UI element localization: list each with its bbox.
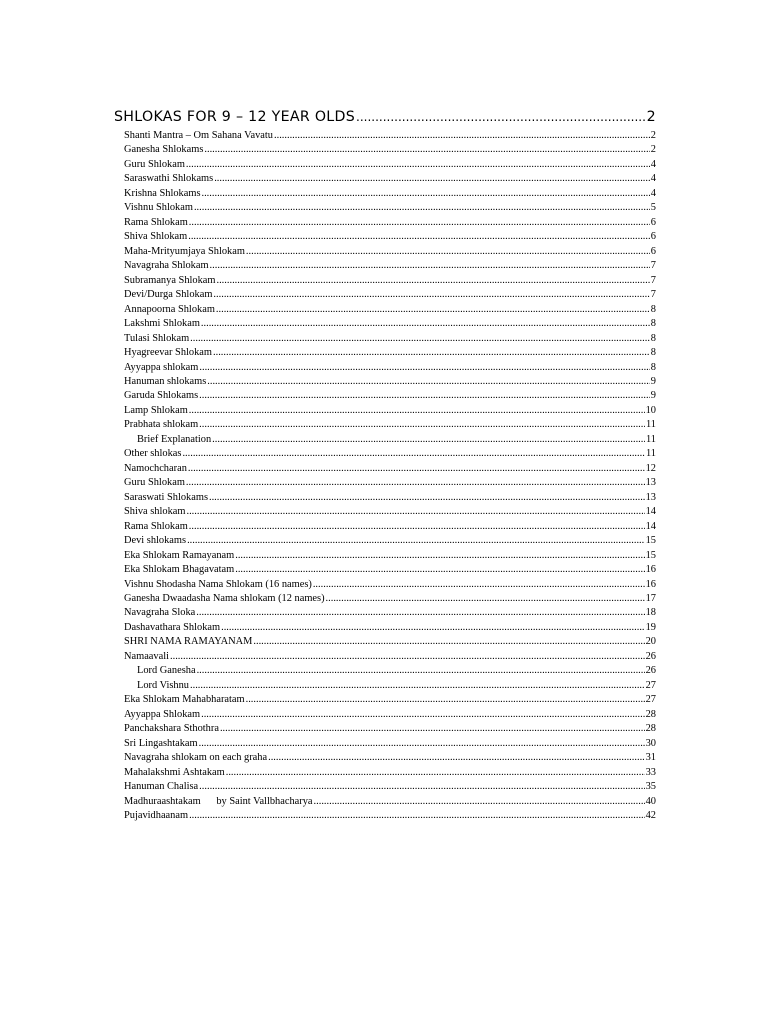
toc-entry-page-number: 6 (650, 231, 656, 243)
toc-entry-title: Mahalakshmi Ashtakam (124, 766, 225, 778)
toc-entry[interactable] (114, 230, 656, 244)
toc-entry-page-number: 7 (650, 274, 656, 286)
toc-entry-page-number: 14 (645, 520, 656, 532)
toc-entry-page-number: 4 (650, 173, 656, 185)
toc-entry[interactable] (114, 259, 656, 273)
toc-entry-title: Pujavidhaanam (124, 810, 189, 822)
toc-entry-title: Tulasi Shlokam (124, 332, 190, 344)
dot-leader (199, 780, 644, 794)
toc-entry-title: Navagraha shlokam on each graha (124, 752, 268, 764)
toc-entry-page-number: 10 (645, 404, 656, 416)
toc-entry[interactable] (114, 361, 656, 375)
toc-entry-title: Vishnu Shlokam (124, 202, 193, 214)
dot-leader (216, 274, 649, 288)
dot-leader (189, 216, 650, 230)
toc-entry-page-number: 4 (650, 187, 656, 199)
dot-leader (188, 462, 645, 476)
toc-entry-title: Ayyappa shlokam (124, 361, 199, 373)
toc-entry-title: Hanuman shlokams (124, 375, 207, 387)
toc-entry-page-number: 28 (645, 723, 656, 735)
dot-leader (190, 679, 645, 693)
dot-leader (201, 187, 649, 201)
toc-entry[interactable] (114, 606, 656, 620)
toc-entry[interactable] (114, 418, 656, 432)
dot-leader (199, 737, 645, 751)
toc-entry[interactable] (114, 795, 656, 809)
toc-entry-title: Brief Explanation (137, 433, 212, 445)
toc-entry-page-number: 12 (645, 462, 656, 474)
toc-entry-page-number: 26 (645, 650, 656, 662)
toc-entry-page-number: 17 (645, 593, 656, 604)
toc-entry-title: Panchakshara Sthothra (124, 723, 219, 735)
toc-entry-title: Hanuman Chalisa (124, 781, 199, 793)
toc-entry-title: Saraswati Shlokams (124, 491, 208, 503)
toc-main-title: SHLOKAS FOR 9 – 12 YEAR OLDS (114, 109, 356, 125)
toc-entry-page-number: 8 (650, 347, 656, 359)
toc-entry-title: Saraswathi Shlokams (124, 173, 214, 185)
toc-entry[interactable] (114, 143, 656, 157)
dot-leader (314, 795, 645, 809)
dot-leader (216, 303, 650, 317)
dot-leader (182, 447, 645, 461)
toc-entry[interactable] (114, 245, 656, 259)
toc-entry-page-number: 13 (645, 477, 656, 489)
toc-entry-page-number: 8 (650, 361, 656, 373)
toc-entry[interactable] (114, 563, 656, 577)
dot-leader (210, 259, 650, 273)
toc-entry-title: SHRI NAMA RAMAYANAM (124, 636, 253, 648)
toc-entry-page-number: 2 (650, 144, 656, 156)
toc-entry[interactable] (114, 332, 656, 346)
dot-leader (186, 476, 645, 490)
dot-leader (213, 288, 649, 302)
toc-entry-title: Eka Shlokam Ramayanam (124, 549, 235, 561)
toc-entry-page-number: 42 (645, 810, 656, 822)
toc-entry[interactable] (114, 766, 656, 780)
toc-entry-page-number: 4 (650, 158, 656, 170)
toc-entry[interactable] (114, 462, 656, 476)
toc-entry-page-number: 8 (650, 318, 656, 330)
dot-leader (313, 578, 645, 592)
toc-entry-title: Guru Shlokam (124, 477, 185, 489)
toc-entry-title: Lamp Shlokam (124, 404, 188, 416)
toc-entry-title: Ayyappa Shlokam (124, 708, 201, 720)
toc-entry-title: Namaavali (124, 650, 170, 662)
toc-entry-title: Namochcharan (124, 462, 187, 474)
toc-entry[interactable] (114, 172, 656, 186)
toc-entry[interactable] (114, 621, 656, 635)
dot-leader (201, 708, 645, 722)
dot-leader (213, 346, 650, 360)
toc-entry-page-number: 2 (650, 130, 656, 141)
dot-leader (199, 418, 645, 432)
toc-entry-page-number: 6 (650, 245, 656, 257)
dot-leader (356, 110, 646, 124)
toc-entry-title: Garuda Shlokams (124, 390, 199, 402)
dot-leader (186, 505, 644, 519)
toc-entry-title: Guru Shlokam (124, 158, 185, 170)
toc-entry[interactable] (114, 693, 656, 707)
dot-leader (220, 722, 645, 736)
toc-entry-page-number: 9 (650, 390, 656, 402)
toc-entry-page-number: 27 (645, 679, 656, 691)
toc-entry-page-number: 8 (650, 303, 656, 315)
table-of-contents (114, 109, 656, 824)
toc-entry-page-number: 20 (645, 636, 656, 648)
toc-entry-title: Lakshmi Shlokam (124, 318, 200, 330)
toc-entry-page-number: 11 (645, 433, 656, 445)
toc-entry-page-number: 13 (645, 491, 656, 503)
toc-entry[interactable] (114, 317, 656, 331)
toc-entry[interactable] (114, 780, 656, 794)
toc-entry[interactable] (114, 389, 656, 403)
dot-leader (204, 143, 649, 157)
toc-entry-page-number: 33 (645, 766, 656, 778)
toc-entry-title: Devi/Durga Shlokam (124, 289, 213, 301)
toc-entry-title: Subramanya Shlokam (124, 274, 216, 286)
toc-entry[interactable] (114, 635, 656, 649)
dot-leader (189, 404, 645, 418)
dot-leader (235, 563, 644, 577)
toc-entry-title: Madhuraashtakam by Saint Vallbhacharya (124, 795, 313, 807)
toc-entry[interactable] (114, 303, 656, 317)
toc-entry-page-number: 5 (650, 202, 656, 214)
toc-main-page-number: 2 (646, 109, 656, 125)
toc-entry-page-number: 19 (645, 621, 656, 633)
toc-entry[interactable] (114, 679, 656, 693)
toc-entry-title: Navagraha Shlokam (124, 260, 209, 272)
toc-entry-title: Sri Lingashtakam (124, 737, 198, 749)
dot-leader (170, 650, 645, 664)
toc-entry-page-number: 16 (645, 578, 656, 590)
toc-entry-title: Lord Vishnu (137, 679, 190, 691)
toc-entry-title: Annapoorna Shlokam (124, 303, 215, 315)
toc-entry-title: Krishna Shlokams (124, 187, 201, 199)
toc-entry-title: Navagraha Sloka (124, 607, 196, 619)
dot-leader (199, 389, 650, 403)
toc-entry[interactable] (114, 447, 656, 461)
toc-entry-page-number: 11 (645, 448, 656, 460)
toc-entry[interactable] (114, 708, 656, 722)
toc-entry-title: Ganesha Dwaadasha Nama shlokam (12 names) (124, 593, 325, 604)
dot-leader (207, 375, 650, 389)
toc-entry-page-number: 9 (650, 375, 656, 387)
dot-leader (186, 158, 650, 172)
toc-entry[interactable] (114, 288, 656, 302)
toc-entry[interactable] (114, 520, 656, 534)
dot-leader (197, 664, 645, 678)
dot-leader (188, 230, 650, 244)
toc-entry[interactable] (114, 404, 656, 418)
toc-entry-page-number: 16 (645, 564, 656, 576)
dot-leader (235, 549, 644, 563)
toc-entry-title: Dashavathara Shlokam (124, 621, 221, 633)
toc-entry-page-number: 15 (645, 549, 656, 561)
toc-entry-title: Devi shlokams (124, 535, 187, 547)
dot-leader (190, 332, 650, 346)
toc-entry-title: Maha-Mrityumjaya Shlokam (124, 245, 245, 257)
toc-entry[interactable] (114, 664, 656, 678)
dot-leader (201, 317, 650, 331)
toc-entry[interactable] (114, 476, 656, 490)
toc-entry-page-number: 15 (645, 535, 656, 547)
dot-leader (187, 534, 645, 548)
toc-entry-page-number: 7 (650, 260, 656, 272)
toc-entry-title: Vishnu Shodasha Nama Shlokam (16 names) (124, 578, 312, 590)
dot-leader (214, 172, 650, 186)
toc-entry[interactable] (114, 187, 656, 201)
toc-entry[interactable] (114, 534, 656, 548)
toc-entry-title: Rama Shlokam (124, 520, 188, 532)
toc-entry[interactable] (114, 549, 656, 563)
dot-leader (326, 592, 645, 606)
toc-entry[interactable] (114, 505, 656, 519)
toc-entry-title: Lord Ganesha (137, 665, 196, 677)
toc-main-entry[interactable] (114, 109, 656, 129)
dot-leader (226, 766, 645, 780)
toc-entry-page-number: 27 (645, 694, 656, 706)
toc-entry-title: Other shlokas (124, 448, 182, 460)
toc-entry-page-number: 7 (650, 289, 656, 301)
toc-entry-title: Shiva Shlokam (124, 231, 188, 243)
toc-entry-page-number: 6 (650, 216, 656, 228)
toc-entry-title: Eka Shlokam Bhagavatam (124, 564, 235, 576)
toc-entry-page-number: 18 (645, 607, 656, 619)
toc-entry[interactable] (114, 216, 656, 230)
dot-leader (246, 693, 645, 707)
dot-leader (196, 606, 644, 620)
toc-entry[interactable] (114, 737, 656, 751)
dot-leader (274, 129, 650, 143)
toc-entry-page-number: 8 (650, 332, 656, 344)
toc-entry-title: Shiva shlokam (124, 506, 186, 518)
dot-leader (189, 809, 645, 823)
toc-entry-page-number: 30 (645, 737, 656, 749)
toc-entry[interactable] (114, 578, 656, 592)
toc-entry[interactable] (114, 158, 656, 172)
toc-entry-list (114, 129, 656, 824)
toc-entry[interactable] (114, 809, 656, 823)
toc-entry[interactable] (114, 375, 656, 389)
dot-leader (199, 361, 649, 375)
dot-leader (189, 520, 645, 534)
toc-entry-title: Rama Shlokam (124, 216, 188, 228)
toc-entry-page-number: 35 (645, 781, 656, 793)
toc-entry[interactable] (114, 201, 656, 215)
toc-entry[interactable] (114, 274, 656, 288)
toc-entry-page-number: 40 (645, 795, 656, 807)
toc-entry[interactable] (114, 650, 656, 664)
toc-entry[interactable] (114, 433, 656, 447)
toc-entry[interactable] (114, 129, 656, 143)
dot-leader (221, 621, 645, 635)
toc-entry-page-number: 26 (645, 665, 656, 677)
toc-entry-title: Eka Shlokam Mahabharatam (124, 694, 245, 706)
toc-entry-title: Hyagreevar Shlokam (124, 347, 213, 359)
toc-entry-page-number: 14 (645, 506, 656, 518)
toc-entry-page-number: 31 (645, 752, 656, 764)
toc-entry[interactable] (114, 751, 656, 765)
dot-leader (209, 491, 645, 505)
dot-leader (194, 201, 650, 215)
toc-entry-page-number: 11 (645, 419, 656, 431)
toc-entry-page-number: 28 (645, 708, 656, 720)
dot-leader (246, 245, 650, 259)
toc-entry-title: Ganesha Shlokams (124, 144, 204, 156)
toc-entry-title: Prabhata shlokam (124, 419, 199, 431)
toc-entry[interactable] (114, 722, 656, 736)
dot-leader (212, 433, 645, 447)
toc-entry[interactable] (114, 592, 656, 606)
toc-entry[interactable] (114, 491, 656, 505)
toc-entry[interactable] (114, 346, 656, 360)
dot-leader (253, 635, 644, 649)
toc-entry-title: Shanti Mantra – Om Sahana Vavatu (124, 130, 273, 141)
dot-leader (268, 751, 645, 765)
